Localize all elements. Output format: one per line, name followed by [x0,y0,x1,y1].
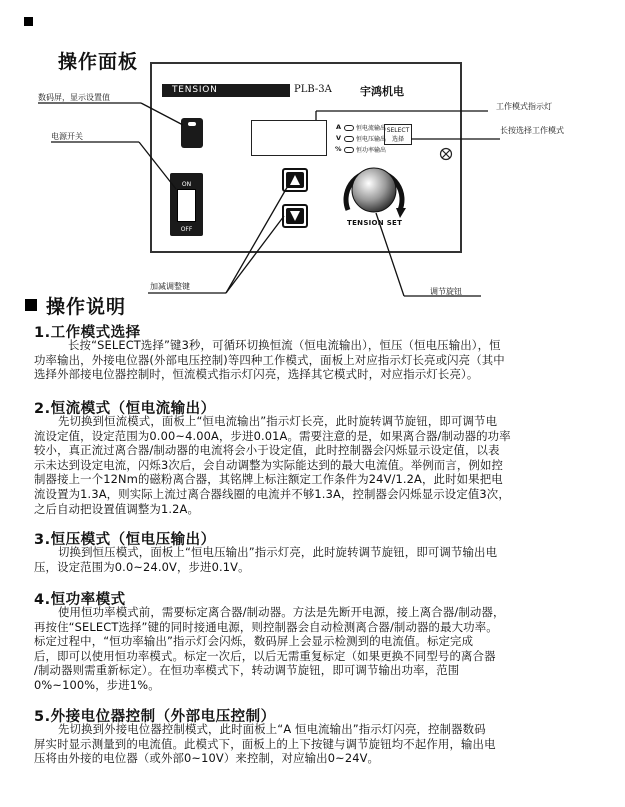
paragraph-line: 选择外部接电位器控制时，恒流模式指示灯闪亮，选择其它模式时，对应指示灯长亮）。 [34,367,479,382]
paragraph-line: 标定过程中，“恒功率输出”指示灯会闪烁，数码屏上会显示检测到的电流值。标定完成 [34,634,474,649]
paragraph-line: 先切换到外接电位器控制模式，此时面板上“A 恒电流输出”指示灯闪亮，控制器数码 [58,722,486,736]
power-switch-on-label: ON [181,181,192,188]
section-paragraph [34,605,505,693]
paragraph-line: 制器接上一个12Nm的磁粉离合器，其铭牌上标注额定工作条件为24V/1.2A，此时如果把电 [34,472,503,487]
paragraph-line: 示未达到设定电流，闪烁3次后，会自动调整为实际能达到的最大电流值。举例而言，例如控 [34,457,504,472]
instructions-bullet [25,299,37,311]
paragraph-line: 屏实时显示测量到的电流值。此模式下，面板上的上下按键与调节旋钮均不起作用，输出电 [34,736,496,751]
power-switch-off-label: OFF [180,226,193,233]
paragraph-line: 长按“SELECT选择”键3秒，可循环切换恒流（恒电流输出），恒压（恒电压输出），恒 [68,338,501,352]
model-number: PLB-3A [294,84,332,95]
paragraph-line: 先切换到恒流模式，面板上“恒电流输出”指示灯长亮，此时旋转调节旋钮，即可调节电 [58,414,498,428]
paragraph-line: /制动器则需重新标定）。在恒功率模式下，转动调节旋钮，即可调节输出功率，范围 [34,663,460,678]
paragraph-line: 之后自动把设置值调整为1.2A。 [34,501,199,516]
maker-name: 宇鸿机电 [360,85,404,98]
knob-label: TENSION SET [347,219,403,227]
select-button-label-en: SELECT [386,127,410,134]
section-heading: 3.恒压模式（恒电压输出） [34,532,216,548]
indicator-label-power: 恒功率输出 [356,147,387,154]
instructions-title: 操作说明 [46,296,127,318]
section-paragraph [34,722,496,766]
paragraph-line: 压将由外接的电位器（或外部0~10V）来控制，对应输出0~24V。 [34,751,380,766]
leader-lines [0,0,625,300]
paragraph-line: 再按住“SELECT选择”键的同时接通电源，则控制器会自动检测离合器/制动器的最大功率。 [34,619,498,634]
brand-plate: TENSION CONTROLLER [162,84,290,97]
paragraph-line: 流设置为1.3A，则实际上流过离合器线圈的电流并不够1.3A，控制器会闪烁显示设定值3次， [34,486,510,501]
indicator-label-voltage: 恒电压输出 [356,136,387,143]
section-paragraph [34,545,497,574]
callout-long-press: 长按选择工作模式 [500,126,564,135]
paragraph-line: 压，设定范围为0.0~24.0V，步进0.1V。 [34,559,250,574]
callout-display: 数码屏，显示设置值 [38,93,110,102]
section-paragraph [34,338,505,382]
indicator-unit-v: V [336,134,342,142]
callout-mode-indicator: 工作模式指示灯 [496,102,552,111]
paragraph-line: 使用恒功率模式前，需要标定离合器/制动器。方法是先断开电源，接上离合器/制动器， [58,605,505,619]
callout-knob: 调节旋钮 [430,287,462,296]
indicator-label-current: 恒电流输出 [356,125,387,132]
section-heading: 4.恒功率模式 [34,592,126,608]
paragraph-line: 功率输出，外接电位器(外部电压控制)等四种工作模式，面板上对应指示灯长亮或闪亮（其中 [34,352,505,367]
section-paragraph [34,414,511,516]
paragraph-line: 流设定值，设定范围为0.00~4.00A，步进0.01A。需要注意的是，如果离合器/制动器的功率 [34,428,511,443]
panel-section-title: 操作面板 [58,51,139,73]
paragraph-line: 后，即可以使用恒功率模式。标定一次后，以后无需重复标定（如果更换不同型号的离合器 [34,648,496,663]
select-button-label-cn: 选择 [391,136,404,143]
callout-power-switch: 电源开关 [51,132,83,141]
section-heading: 2.恒流模式（恒电流输出） [34,401,216,417]
paragraph-line: 较小，真正流过离合器/制动器的电流将会小于设定值，此时控制器会闪烁显示设定值，以表 [34,443,500,458]
paragraph-line: 0%~100%，步进1%。 [34,677,160,692]
section-heading: 1.工作模式选择 [34,325,141,341]
section-heading: 5.外接电位器控制（外部电压控制） [34,709,276,725]
callout-adjust-keys: 加减调整键 [150,282,190,291]
indicator-unit-a: A [336,123,342,131]
paragraph-line: 切换到恒压模式，面板上“恒电压输出”指示灯亮，此时旋转调节旋钮，即可调节输出电 [58,545,498,559]
indicator-unit-percent: % [335,145,342,153]
